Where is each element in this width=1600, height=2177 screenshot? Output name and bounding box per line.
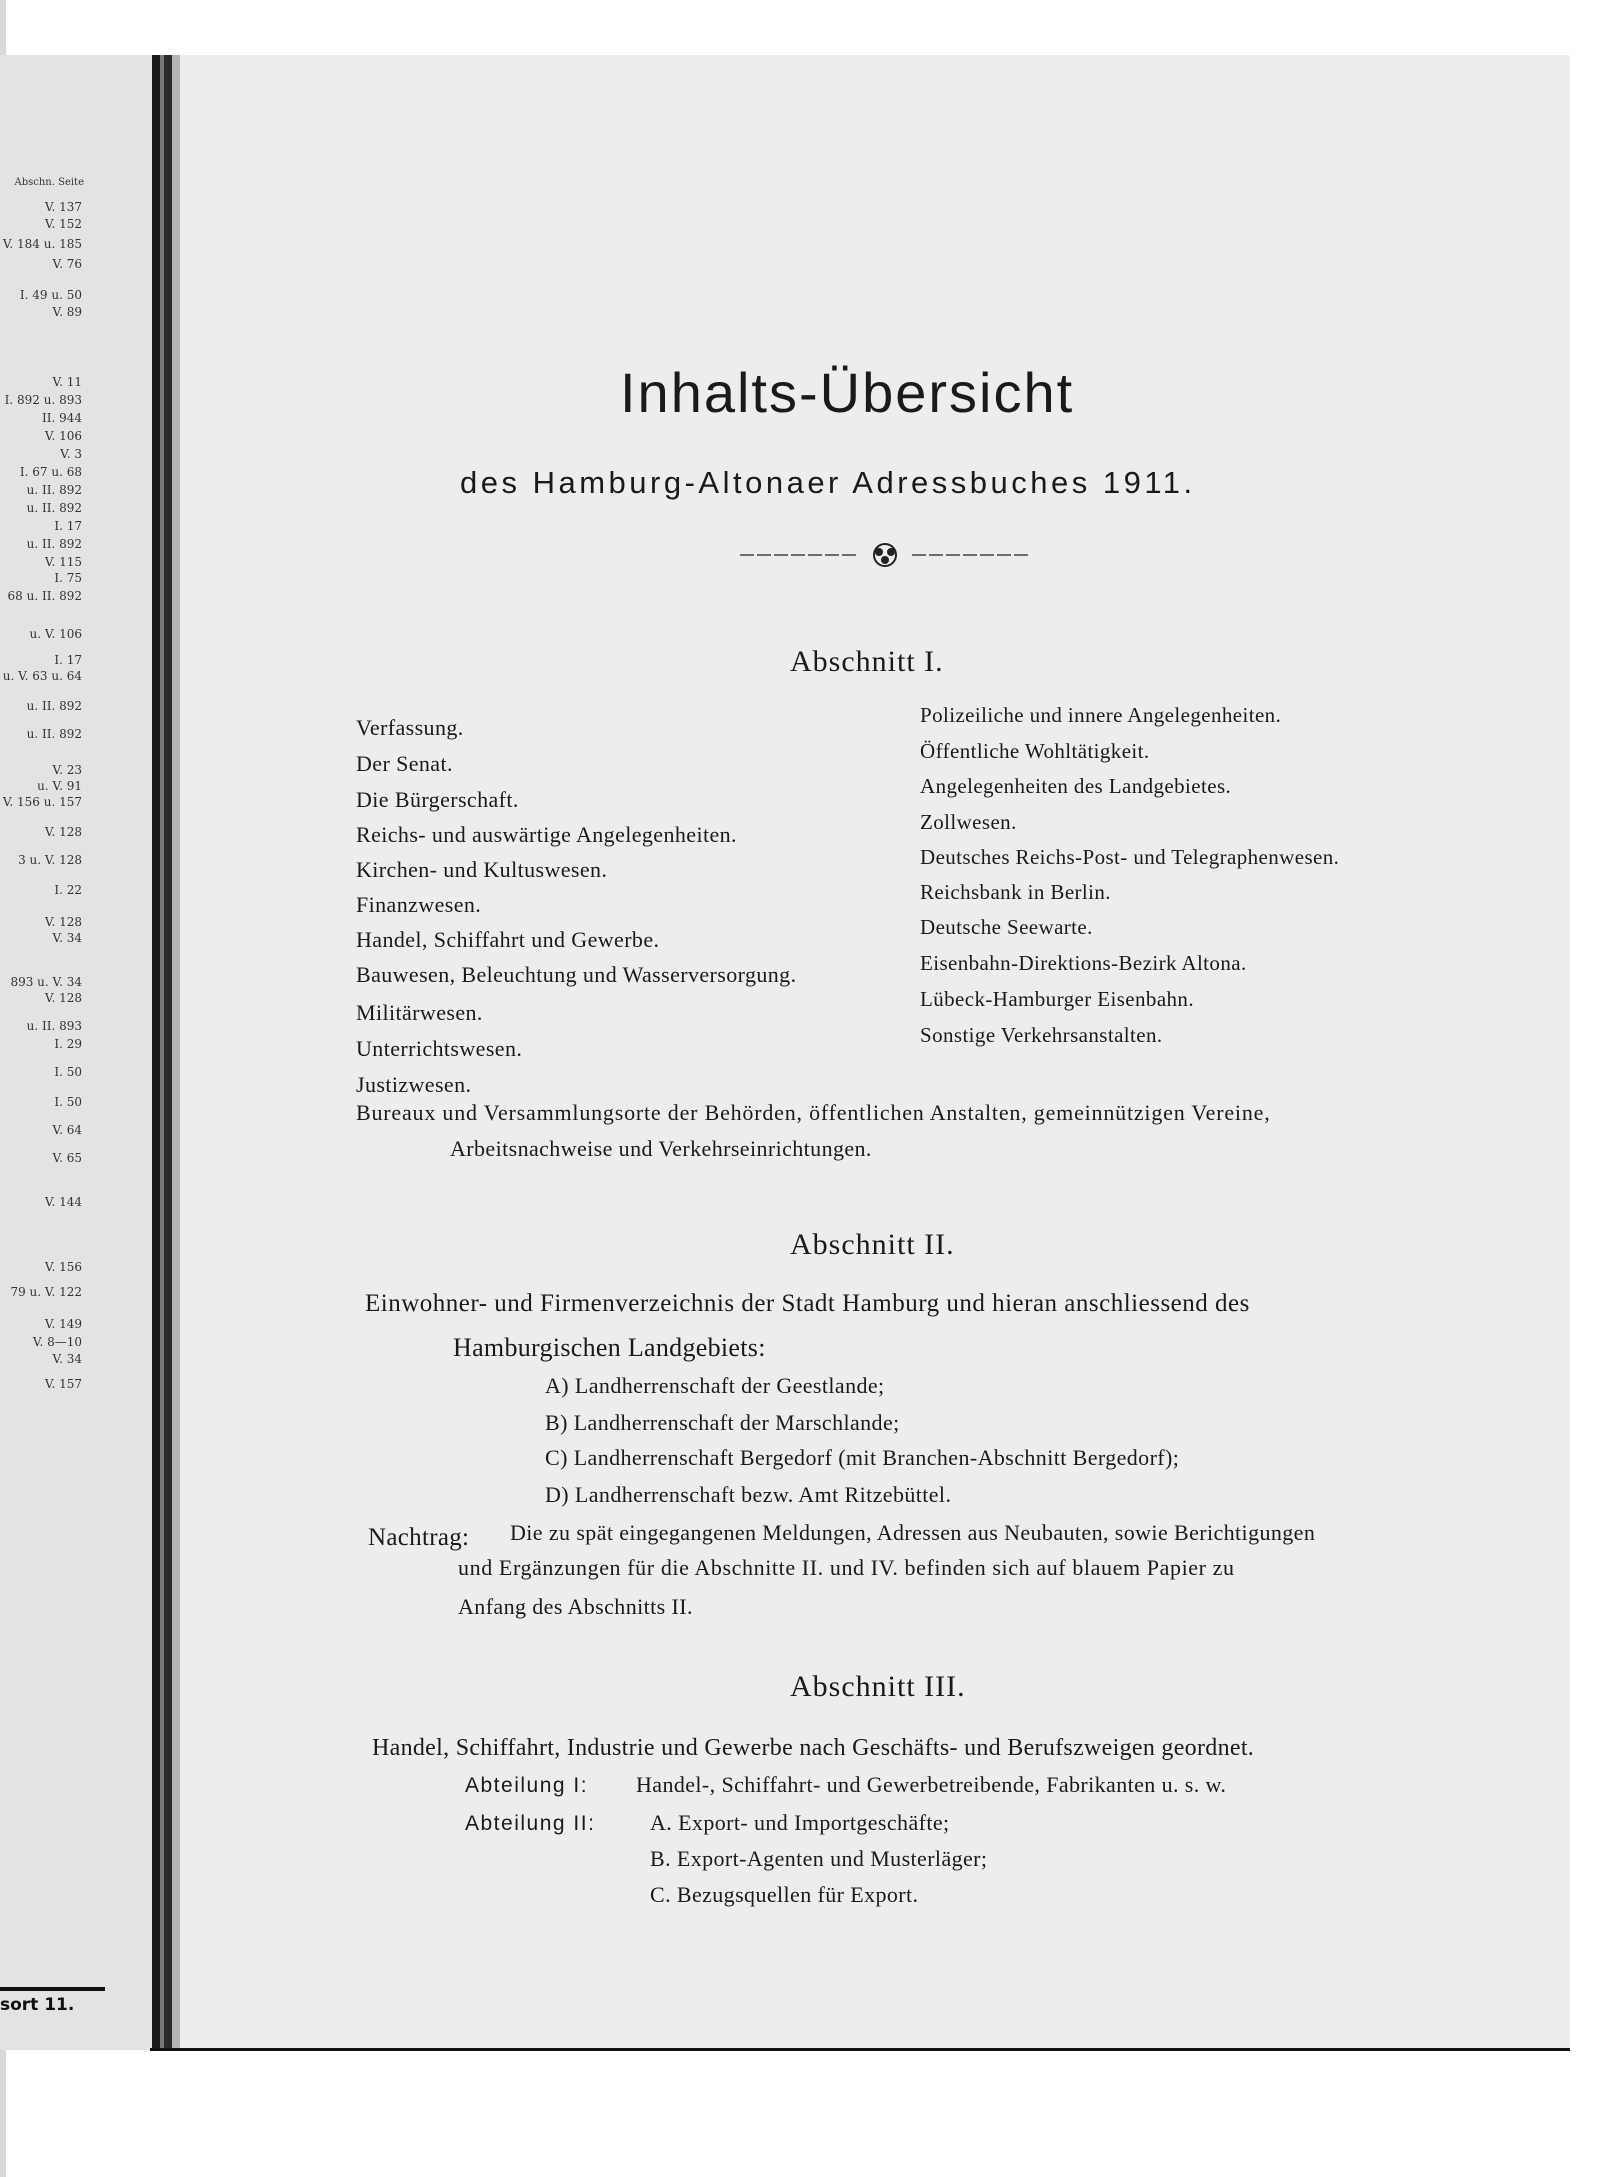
abschnitt-1-left-item: Unterrichtswesen. <box>356 1036 523 1061</box>
prev-page-index-line: I. 17 <box>54 519 82 533</box>
abschnitt-1-right-item: Polizeiliche und innere Angelegenheiten. <box>920 703 1282 727</box>
abteilung-1-label: Abteilung I: <box>465 1774 589 1797</box>
nachtrag-label: Nachtrag: <box>368 1524 470 1551</box>
previous-page-strip <box>0 55 152 2050</box>
abschnitt-1-right-item: Deutsches Reichs-Post- und Telegraphenwesen. <box>920 845 1340 869</box>
abschnitt-2-item: C) Landherrenschaft Bergedorf (mit Branchen-Abschnitt Bergedorf); <box>545 1445 1180 1470</box>
abschnitt-1-right-item: Deutsche Seewarte. <box>920 915 1093 939</box>
abschnitt-2-item: D) Landherrenschaft bezw. Amt Ritzebüttel. <box>545 1482 952 1507</box>
abschnitt-1-left-item: Militärwesen. <box>356 1000 483 1025</box>
prev-page-index-line: u. V. 91 <box>37 779 82 793</box>
prev-page-index-line: u. V. 106 <box>29 627 82 641</box>
abschnitt-2-line-1: Einwohner- und Firmenverzeichnis der Stadt Hamburg und hieran anschliessend des <box>365 1290 1250 1317</box>
abschnitt-1-right-item: Eisenbahn-Direktions-Bezirk Altona. <box>920 951 1247 975</box>
abschnitt-1-heading: Abschnitt I. <box>790 645 944 678</box>
ornament-divider <box>740 540 1030 570</box>
abschnitt-2-item: A) Landherrenschaft der Geestlande; <box>545 1373 885 1398</box>
abteilung-2-label: Abteilung II: <box>465 1812 596 1835</box>
abteilung-1-text: Handel-, Schiffahrt- und Gewerbetreibende, Fabrikanten u. s. w. <box>636 1772 1227 1797</box>
prev-page-index-line: V. 156 <box>44 1260 82 1274</box>
prev-page-index-line: V. 156 u. 157 <box>2 795 82 809</box>
page-title: Inhalts-Übersicht <box>620 361 1075 424</box>
abschnitt-1-right-item: Öffentliche Wohltätigkeit. <box>920 739 1150 763</box>
abschnitt-1-left-item: Finanzwesen. <box>356 892 482 917</box>
prev-page-index-line: V. 106 <box>44 429 82 443</box>
prev-page-index-line: I. 29 <box>54 1037 82 1051</box>
nachtrag-line-3: Anfang des Abschnitts II. <box>458 1594 693 1619</box>
abschnitt-1-bureaux-line-1: Bureaux und Versammlungsorte der Behörden, öffentlichen Anstalten, gemeinnützigen Vereine, <box>356 1100 1271 1125</box>
abschnitt-2-item: B) Landherrenschaft der Marschlande; <box>545 1410 900 1435</box>
nachtrag-line-2: und Ergänzungen für die Abschnitte II. und IV. befinden sich auf blauem Papier zu <box>458 1555 1235 1580</box>
prev-page-index-line: u. II. 893 <box>26 1019 82 1033</box>
abteilung-2-item: A. Export- und Importgeschäfte; <box>650 1810 950 1835</box>
abschnitt-3-heading: Abschnitt III. <box>790 1670 966 1703</box>
prev-page-index-line: I. 892 u. 893 <box>4 393 82 407</box>
abschnitt-3-line-1: Handel, Schiffahrt, Industrie und Gewerbe nach Geschäfts- und Berufszweigen geordnet. <box>372 1735 1255 1761</box>
prev-page-index-line: I. 75 <box>54 571 82 585</box>
prev-page-index-line: V. 64 <box>52 1123 82 1137</box>
abschnitt-1-left-item: Die Bürgerschaft. <box>356 787 519 812</box>
prev-page-index-line: II. 944 <box>41 411 82 425</box>
nachtrag-line-1: Die zu spät eingegangenen Meldungen, Adressen aus Neubauten, sowie Berichtigungen <box>510 1520 1316 1545</box>
abschnitt-1-right-item: Lübeck-Hamburger Eisenbahn. <box>920 987 1194 1011</box>
prev-page-index-line: V. 34 <box>52 1352 82 1366</box>
page-subtitle: des Hamburg-Altonaer Adressbuches 1911. <box>460 465 1196 500</box>
prev-page-index-line: V. 76 <box>52 257 82 271</box>
abschnitt-1-bureaux-line-2: Arbeitsnachweise und Verkehrseinrichtungen. <box>450 1136 872 1161</box>
prev-page-index-line: I. 49 u. 50 <box>19 288 82 302</box>
prev-page-index-line: V. 137 <box>44 200 82 214</box>
abschnitt-1-right-item: Reichsbank in Berlin. <box>920 880 1111 904</box>
prev-page-index-line: V. 149 <box>44 1317 82 1331</box>
prev-page-index-line: V. 128 <box>44 915 82 929</box>
prev-page-index-line: V. 34 <box>52 931 82 945</box>
prev-page-index-line: I. 50 <box>54 1095 82 1109</box>
abschnitt-1-left-item: Justizwesen. <box>356 1072 472 1097</box>
prev-page-index-line: I. 50 <box>54 1065 82 1079</box>
abschnitt-2-line-2: Hamburgischen Landgebiets: <box>453 1333 766 1362</box>
abteilung-2-item: C. Bezugsquellen für Export. <box>650 1882 919 1907</box>
prev-page-header: Abschn. Seite <box>14 177 84 188</box>
prev-page-index-line: V. 11 <box>52 375 82 389</box>
prev-page-index-line: V. 3 <box>60 447 82 461</box>
prev-page-index-line: u. II. 892 <box>26 501 82 515</box>
prev-page-index-line: I. 22 <box>54 883 82 897</box>
prev-page-index-line: V. 184 u. 185 <box>2 237 82 251</box>
abschnitt-1-left-item: Handel, Schiffahrt und Gewerbe. <box>356 927 660 952</box>
prev-page-index-line: u. II. 892 <box>26 537 82 551</box>
prev-page-index-line: V. 8—10 <box>32 1335 82 1349</box>
page-bottom-edge <box>150 2048 1570 2051</box>
abschnitt-1-left-item: Bauwesen, Beleuchtung und Wasserversorgung. <box>356 962 797 987</box>
prev-page-index-line: V. 144 <box>44 1195 82 1209</box>
prev-page-index-line: V. 157 <box>44 1377 82 1391</box>
abschnitt-1-left-item: Kirchen- und Kultuswesen. <box>356 857 608 882</box>
prev-page-index-line: V. 128 <box>44 991 82 1005</box>
abschnitt-1-right-item: Angelegenheiten des Landgebietes. <box>920 774 1232 798</box>
prev-page-rule <box>0 1987 105 1991</box>
prev-page-index-line: V. 89 <box>52 305 82 319</box>
prev-page-index-line: 893 u. V. 34 <box>10 975 82 989</box>
prev-page-index-line: u. II. 892 <box>26 699 82 713</box>
abteilung-2-item: B. Export-Agenten und Musterläger; <box>650 1846 988 1871</box>
prev-page-index-line: 68 u. II. 892 <box>7 589 82 603</box>
prev-page-footer: sort 11. <box>0 1995 75 2015</box>
prev-page-index-line: V. 128 <box>44 825 82 839</box>
prev-page-index-line: u. II. 892 <box>26 483 82 497</box>
prev-page-index-line: V. 115 <box>44 555 82 569</box>
abschnitt-1-left-item: Reichs- und auswärtige Angelegenheiten. <box>356 822 737 847</box>
prev-page-index-line: u. V. 63 u. 64 <box>2 669 82 683</box>
book-spine <box>152 55 180 2050</box>
abschnitt-1-left-item: Der Senat. <box>356 751 453 776</box>
prev-page-index-line: 79 u. V. 122 <box>10 1285 82 1299</box>
prev-page-index-line: I. 67 u. 68 <box>19 465 82 479</box>
abschnitt-1-right-item: Zollwesen. <box>920 810 1017 834</box>
abschnitt-2-heading: Abschnitt II. <box>790 1228 955 1261</box>
prev-page-index-line: 3 u. V. 128 <box>18 853 82 867</box>
prev-page-index-line: I. 17 <box>54 653 82 667</box>
abschnitt-1-right-item: Sonstige Verkehrsanstalten. <box>920 1023 1163 1047</box>
prev-page-index-line: V. 65 <box>52 1151 82 1165</box>
prev-page-index-line: V. 152 <box>44 217 82 231</box>
prev-page-index-line: V. 23 <box>52 763 82 777</box>
abschnitt-1-left-item: Verfassung. <box>356 715 464 740</box>
prev-page-index-line: u. II. 892 <box>26 727 82 741</box>
